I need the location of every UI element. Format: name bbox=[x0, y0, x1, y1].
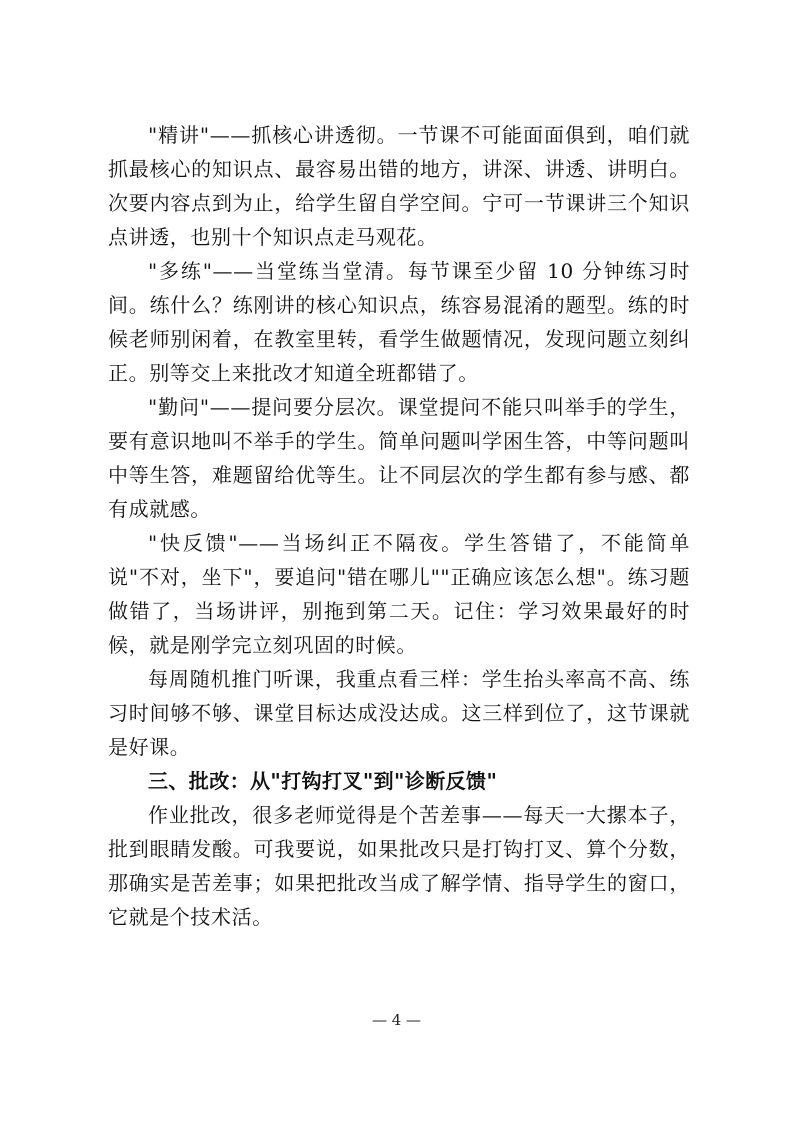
section-heading: 三、批改：从"打钩打叉"到"诊断反馈" bbox=[148, 769, 498, 793]
paragraph-kuaifankui: "快反馈"——当场纠正不隔夜。学生答错了，不能简单说"不对，坐下"，要追问"错在哪儿""正确应该怎么想"。练习题做错了，当场讲评，别拖到第二天。记住：学习效果最好的时候，就是刚学完立刻巩固的时候。 bbox=[108, 531, 690, 657]
paragraph-jingjiang: "精讲"——抓核心讲透彻。一节课不可能面面俱到，咱们就抓最核心的知识点、最容易出错的地方，讲深、讲透、讲明白。次要内容点到为止，给学生留自学空间。宁可一节课讲三个知识点讲透，也别十个知识点走马观花。 bbox=[108, 123, 690, 249]
paragraph-pigai: 作业批改，很多老师觉得是个苦差事——每天一大摞本子，批到眼睛发酸。可我要说，如果批改只是打钩打叉、算个分数，那确实是苦差事；如果把批改当成了解学情、指导学生的窗口，它就是个技术活。 bbox=[108, 803, 690, 929]
paragraph-qinwen: "勤问"——提问要分层次。课堂提问不能只叫举手的学生，要有意识地叫不举手的学生。简单问题叫学困生答，中等问题叫中等生答，难题留给优等生。让不同层次的学生都有参与感、都有成就感。 bbox=[108, 395, 690, 521]
page-number: — 4 — bbox=[371, 1011, 422, 1029]
page-content bbox=[108, 118, 690, 934]
paragraph-duolian: "多练"——当堂练当堂清。每节课至少留 10 分钟练习时间。练什么？练刚讲的核心知识点，练容易混淆的题型。练的时候老师别闲着，在教室里转，看学生做题情况，发现问题立刻纠正。别等交上来批改才知道全班都错了。 bbox=[108, 259, 690, 385]
paragraph-tingke: 每周随机推门听课，我重点看三样：学生抬头率高不高、练习时间够不够、课堂目标达成没达成。这三样到位了，这节课就是好课。 bbox=[108, 667, 690, 759]
